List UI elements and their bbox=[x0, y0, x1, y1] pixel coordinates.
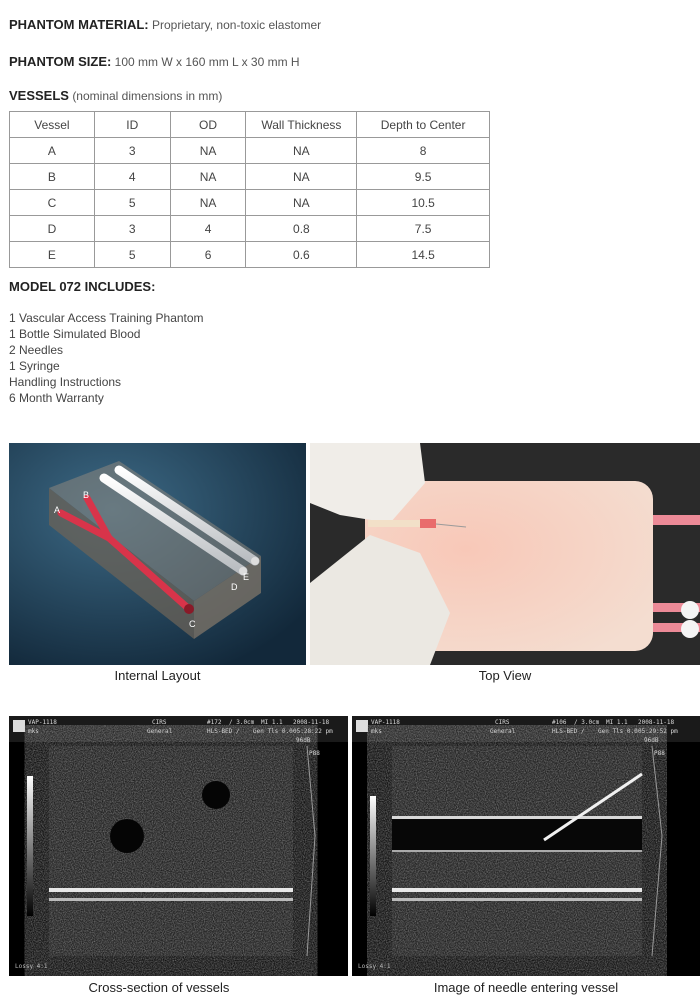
table-cell: B bbox=[10, 164, 95, 190]
table-cell: 0.8 bbox=[246, 216, 357, 242]
list-item: Handling Instructions bbox=[9, 375, 122, 389]
table-row bbox=[10, 164, 490, 190]
ultrasound-image bbox=[9, 716, 348, 976]
tgc-curve bbox=[307, 746, 315, 956]
table-row bbox=[10, 216, 490, 242]
column-header: Vessel bbox=[10, 112, 95, 138]
svg-text:P88: P88 bbox=[654, 750, 665, 757]
top-view-image bbox=[310, 443, 700, 665]
internal-layout-svg bbox=[9, 443, 306, 665]
grayscale-bar bbox=[370, 796, 376, 916]
reflection-line bbox=[392, 888, 642, 892]
svg-text:P88: P88 bbox=[309, 750, 320, 757]
vessel-cross-section bbox=[202, 781, 230, 809]
table-cell: 3 bbox=[94, 138, 170, 164]
table-cell: NA bbox=[246, 138, 357, 164]
list-item: 6 Month Warranty bbox=[9, 391, 104, 405]
tube-clip bbox=[681, 620, 699, 638]
material-line bbox=[9, 17, 321, 32]
table-header-row bbox=[10, 112, 490, 138]
table-cell: NA bbox=[170, 164, 246, 190]
ultrasound-cross-section bbox=[9, 716, 348, 976]
list-item: 1 Syringe bbox=[9, 359, 60, 373]
top-view-caption: Top View bbox=[478, 668, 532, 683]
list-item: 1 Bottle Simulated Blood bbox=[9, 327, 141, 341]
table-cell: 10.5 bbox=[357, 190, 490, 216]
includes-list bbox=[9, 310, 204, 406]
table-cell: 8 bbox=[357, 138, 490, 164]
list-item: 2 Needles bbox=[9, 343, 64, 357]
vessel-wall bbox=[392, 850, 642, 852]
needle-caption: Image of needle entering vessel bbox=[433, 980, 619, 995]
table-cell: 4 bbox=[94, 164, 170, 190]
table-cell: 3 bbox=[94, 216, 170, 242]
table-cell: 9.5 bbox=[357, 164, 490, 190]
vessel-letter-b: B bbox=[83, 490, 90, 500]
table-row bbox=[10, 138, 490, 164]
table-cell: 5 bbox=[94, 242, 170, 268]
reflection-line bbox=[392, 898, 642, 901]
table-row bbox=[10, 190, 490, 216]
size-value: 100 mm W x 160 mm L x 30 mm H bbox=[114, 55, 300, 69]
table-cell: 4 bbox=[170, 216, 246, 242]
list-item: 1 Vascular Access Training Phantom bbox=[9, 311, 204, 325]
size-line bbox=[9, 54, 300, 69]
table-cell: E bbox=[10, 242, 95, 268]
vessels-table bbox=[9, 111, 490, 268]
table-cell: 5 bbox=[94, 190, 170, 216]
syringe bbox=[368, 520, 428, 527]
table-cell: 0.6 bbox=[246, 242, 357, 268]
vessel-letter-d: D bbox=[231, 582, 238, 592]
svg-text:Lossy 4:1: Lossy 4:1 bbox=[358, 963, 391, 970]
size-label: PHANTOM SIZE: bbox=[9, 54, 112, 69]
vessel-letter-a: A bbox=[54, 505, 61, 515]
table-cell: NA bbox=[170, 190, 246, 216]
column-header: ID bbox=[94, 112, 170, 138]
vessel-letter-e: E bbox=[243, 572, 250, 582]
grayscale-bar bbox=[27, 776, 33, 916]
svg-text:Lossy 4:1: Lossy 4:1 bbox=[15, 963, 48, 970]
table-cell: NA bbox=[246, 190, 357, 216]
internal-layout-caption: Internal Layout bbox=[114, 668, 201, 683]
material-label: PHANTOM MATERIAL: bbox=[9, 17, 149, 32]
column-header: OD bbox=[170, 112, 246, 138]
table-row bbox=[10, 242, 490, 268]
vessel-long-axis bbox=[392, 818, 642, 850]
cross-section-caption: Cross-section of vessels bbox=[88, 980, 230, 995]
tube-clip bbox=[681, 601, 699, 619]
includes-title: MODEL 072 INCLUDES: bbox=[9, 279, 156, 294]
ultrasound-header: VAP-1118 mks CIRS General #106 / 3.0cm MI 1.1 2008-11-18 HLS-BED / Gen Tls 0.0 05:29:52 pm 96dB bbox=[352, 716, 700, 742]
vessels-line bbox=[9, 88, 222, 103]
internal-layout-image bbox=[9, 443, 306, 665]
vessel-cross-section bbox=[110, 819, 144, 853]
table-cell: D bbox=[10, 216, 95, 242]
table-cell: 6 bbox=[170, 242, 246, 268]
table-cell: A bbox=[10, 138, 95, 164]
tgc-curve bbox=[652, 746, 662, 956]
table-cell: 14.5 bbox=[357, 242, 490, 268]
table-cell: 7.5 bbox=[357, 216, 490, 242]
column-header: Wall Thickness bbox=[246, 112, 357, 138]
vessels-label: VESSELS bbox=[9, 88, 69, 103]
material-value: Proprietary, non-toxic elastomer bbox=[151, 18, 322, 32]
vessels-note: (nominal dimensions in mm) bbox=[72, 89, 223, 103]
vessel-end-cap bbox=[184, 604, 194, 614]
column-header: Depth to Center bbox=[357, 112, 490, 138]
top-view-svg bbox=[310, 443, 700, 665]
reflection-line bbox=[49, 898, 293, 901]
table-cell: C bbox=[10, 190, 95, 216]
vessel-letter-c: C bbox=[189, 619, 196, 629]
ultrasound-needle bbox=[352, 716, 700, 976]
table-cell: NA bbox=[170, 138, 246, 164]
needle-hub bbox=[420, 519, 436, 528]
table-cell: NA bbox=[246, 164, 357, 190]
ultrasound-header: VAP-1118 mks CIRS General #172 / 3.0cm MI 1.1 2008-11-18 HLS-BED / Gen Tls 0.0 05:28:22 pm 96dB bbox=[9, 716, 348, 742]
vessel-wall bbox=[392, 816, 642, 819]
vessel-end-cap bbox=[251, 557, 259, 565]
reflection-line bbox=[49, 888, 293, 892]
ultrasound-image bbox=[352, 716, 700, 976]
